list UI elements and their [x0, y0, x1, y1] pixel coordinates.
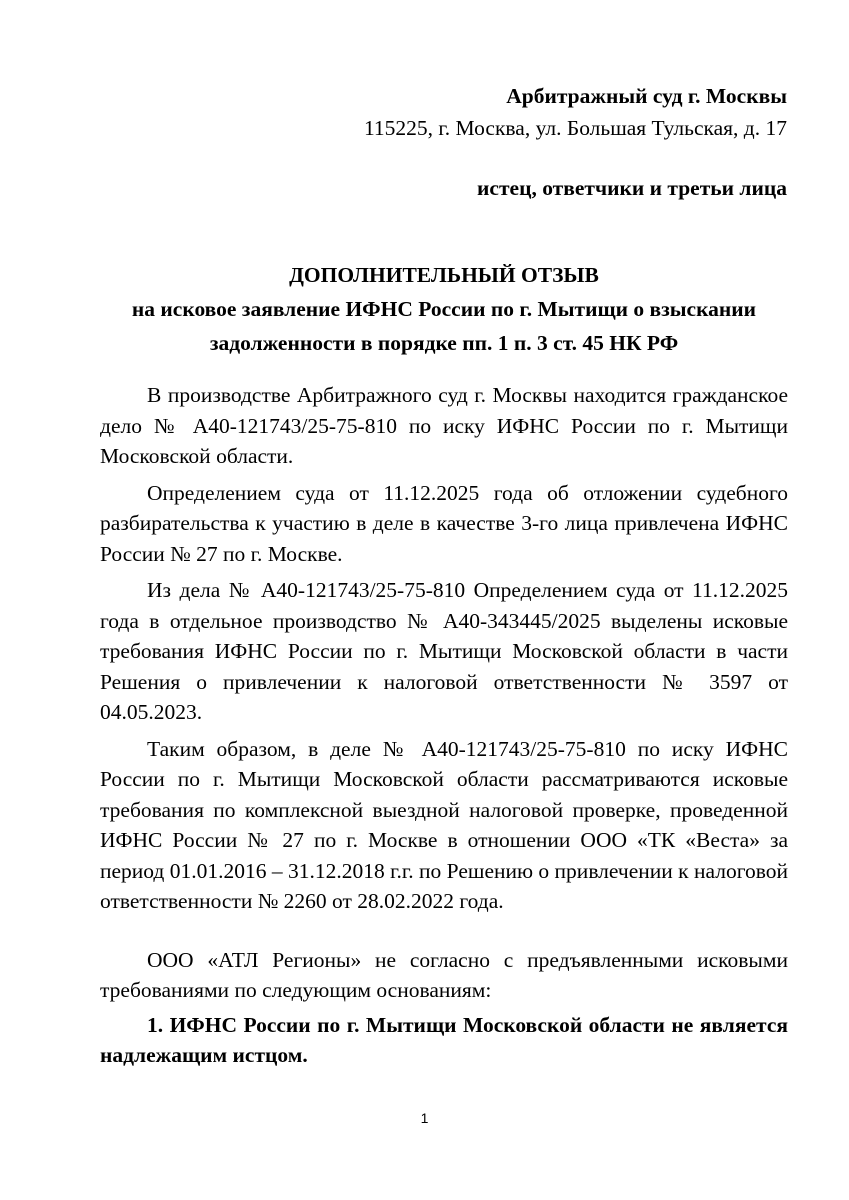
paragraph-case-info: В производстве Арбитражного суд г. Москвы находится гражданское дело № А40-121743/25-75-810 по иску ИФНС России по г. Мытищи Московской области.	[100, 383, 788, 468]
point-1-heading: 1. ИФНС России по г. Мытищи Московской области не является надлежащим истцом.	[100, 1012, 788, 1067]
title-subtitle-line-2: задолженности в порядке пп. 1 п. 3 ст. 45 НК РФ	[209, 331, 679, 355]
title-subtitle-line-1: на исковое заявление ИФНС России по г. Мытищи о взыскании	[131, 297, 757, 321]
paragraph-claims-summary: Таким образом, в деле № А40-121743/25-75-810 по иску ИФНС России по г. Мытищи Московской области рассматриваются исковые требования по комплексной выездной налоговой проверке, проведенной ИФНС России № 27 по г. Москве в отношении ООО «ТК «Веста» за период 01.01.2016 – 31.12.2018 г.г. по Решению о привлечении к налоговой ответственности № 2260 от 28.02.2022 года.	[100, 736, 788, 913]
paragraph-disagreement: ООО «АТЛ Регионы» не согласно с предъявленными исковыми требованиями по следующим основаниям:	[100, 947, 788, 1002]
court-address-block	[364, 80, 787, 144]
paragraph-separate-proceeding: Из дела № А40-121743/25-75-810 Определением суда от 11.12.2025 года в отдельное производство № А40-343445/2025 выделены исковые требования ИФНС России по г. Мытищи Московской области в части Решения о привлечении к налоговой ответственности № 3597 от 04.05.2023.	[100, 578, 788, 724]
court-name: Арбитражный суд г. Москвы	[506, 84, 787, 108]
document-title	[100, 258, 788, 360]
court-address: 115225, г. Москва, ул. Большая Тульская, д. 17	[363, 116, 787, 140]
page-number: 1	[420, 1110, 429, 1126]
parties-line: истец, ответчики и третьи лица	[477, 176, 787, 200]
paragraph-court-ruling: Определением суда от 11.12.2025 года об отложении судебного разбирательства к участию в деле в качестве 3-го лица привлечена ИФНС России № 27 по г. Москве.	[100, 480, 788, 566]
document-body	[100, 380, 788, 1071]
title-main: ДОПОЛНИТЕЛЬНЫЙ ОТЗЫВ	[289, 263, 599, 287]
